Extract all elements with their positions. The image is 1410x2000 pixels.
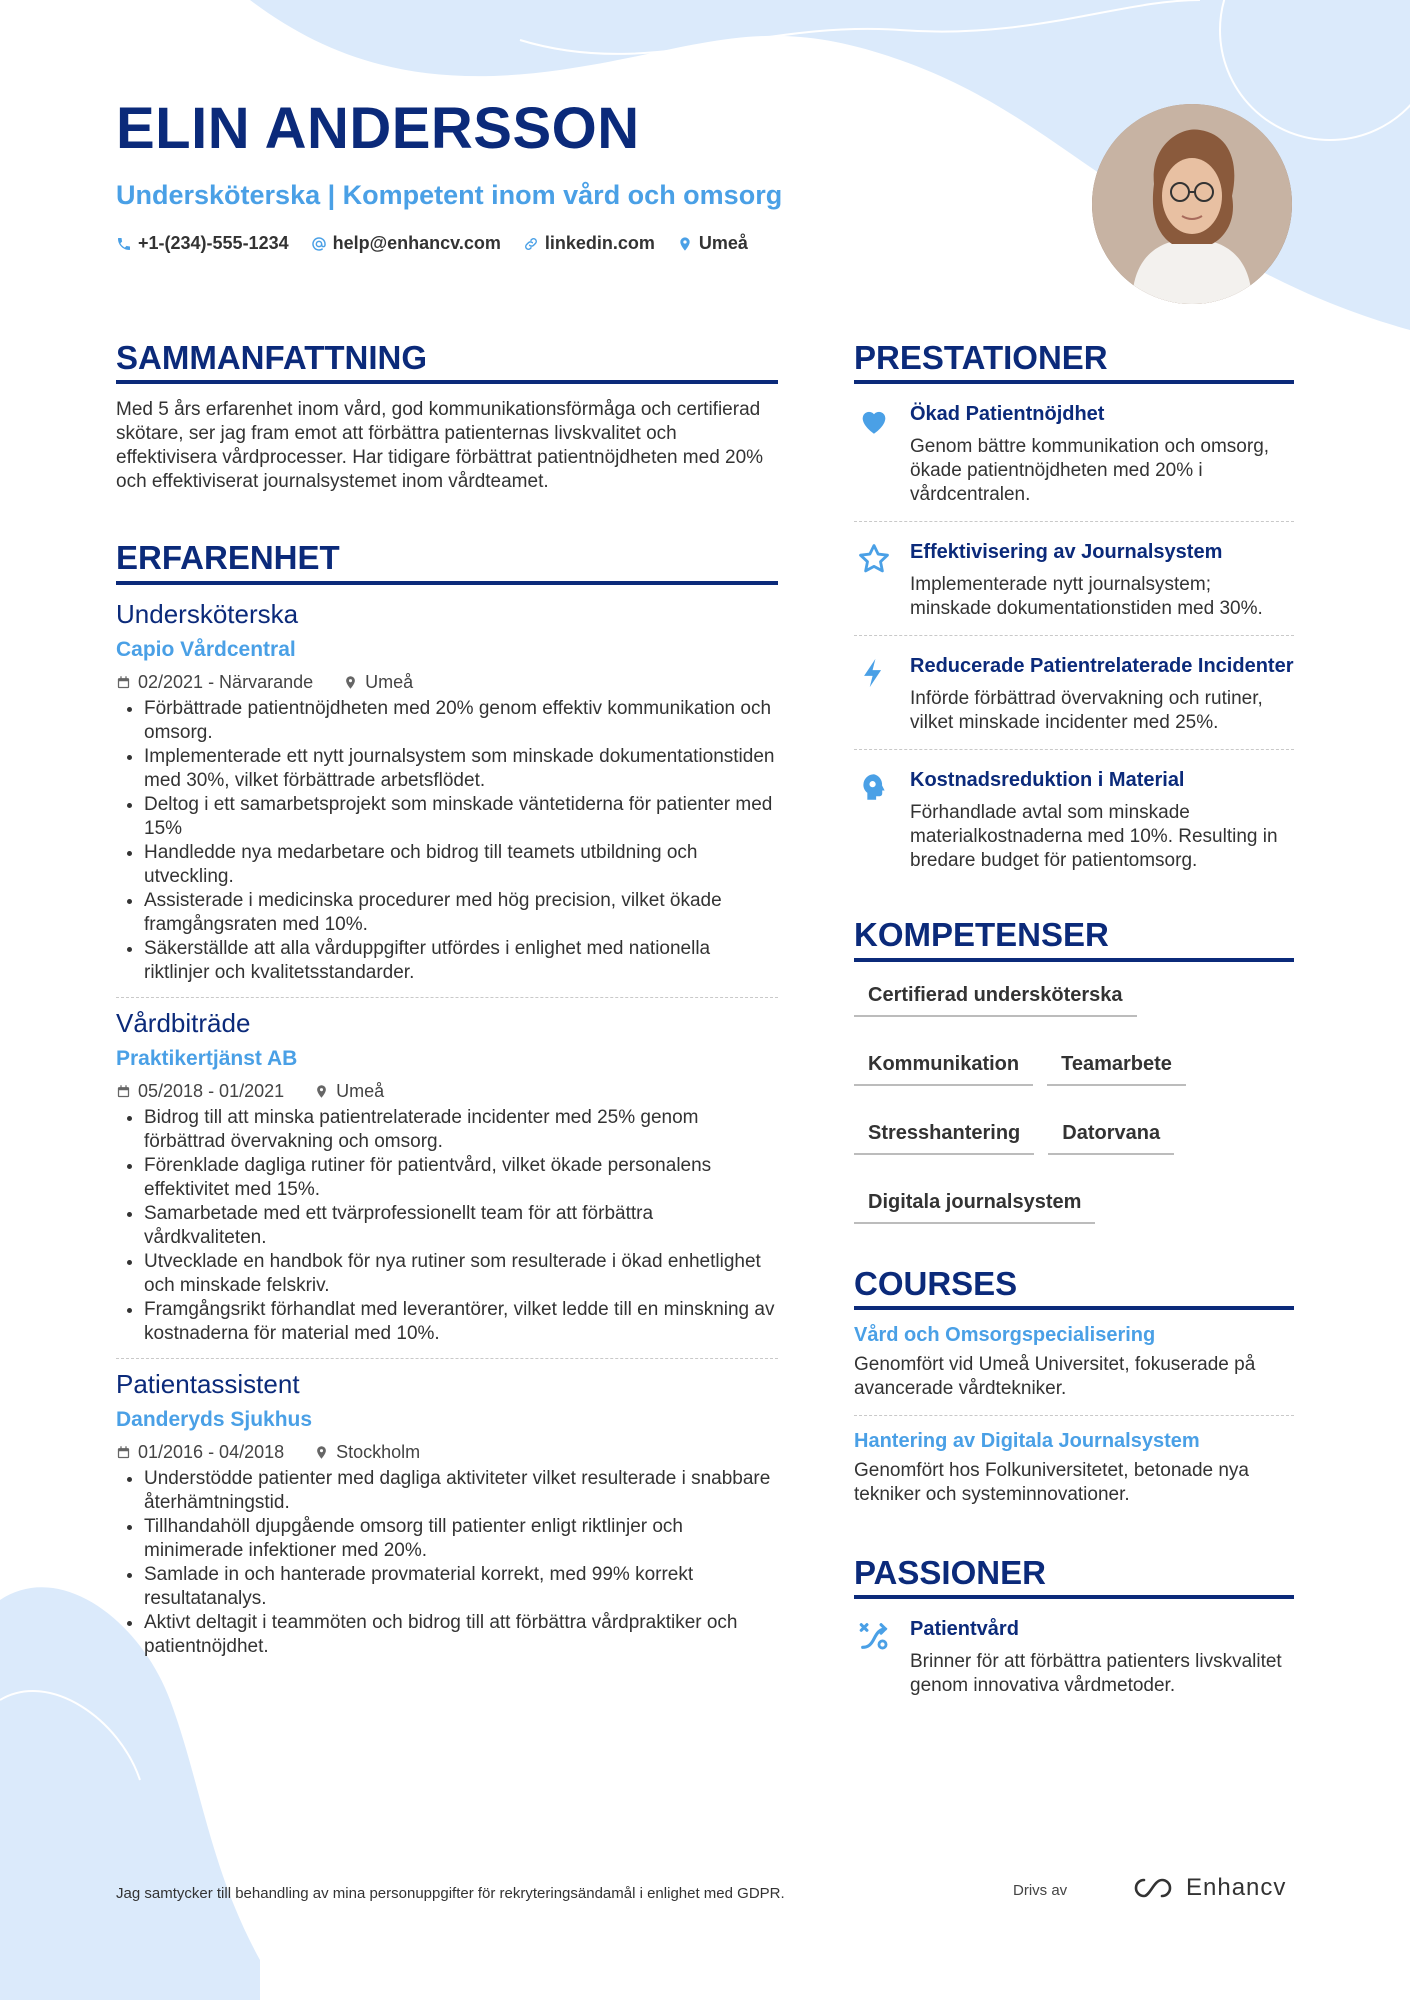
job-location	[314, 1081, 384, 1102]
powered-by-label: Drivs av	[1013, 1882, 1068, 1899]
heart-icon	[857, 404, 891, 438]
job-location	[343, 672, 413, 693]
location-pin-icon	[343, 675, 358, 690]
lightning-icon	[857, 656, 891, 690]
job-company: Danderyds Sjukhus	[116, 1407, 313, 1431]
resume-header	[116, 96, 1036, 254]
location-pin-icon	[677, 236, 693, 252]
job-company: Capio Vårdcentral	[116, 637, 296, 661]
achievement-item	[854, 540, 1294, 621]
job-bullets	[116, 1467, 778, 1659]
gdpr-consent: Jag samtycker till behandling av mina personuppgifter för rekryteringsändamål i enlighet med GDPR.	[116, 1885, 785, 1902]
phone-text: +1-(234)-555-1234	[138, 233, 289, 253]
passion-item	[854, 1617, 1294, 1698]
passions-heading: PASSIONER	[854, 1555, 1294, 1599]
summary-text: Med 5 års erfarenhet inom vård, god kommunikationsförmåga och certifierad skötare, ser jag fram emot att förbättra patienternas livskvalitet och effektivisera vårdprocesser. Har tidigare förbättrat patientnöjdheten med 20% och effektiviserat journalsystemet inom vårdteamet.	[116, 399, 764, 493]
divider	[116, 1358, 778, 1359]
bullet: • Utvecklade en handbok för nya rutiner som resulterade i ökad enhetlighet och minskade felskriv.	[144, 1250, 778, 1298]
course-title: Vård och Omsorgspecialisering	[854, 1323, 1156, 1346]
location-pin-icon	[314, 1084, 329, 1099]
experience-item	[116, 599, 778, 985]
bullet: • Assisterade i medicinska procedurer med hög precision, vilket ökade framgångsraten med 10%.	[144, 889, 778, 937]
job-dates-text: 05/2018 - 01/2021	[138, 1080, 285, 1101]
divider	[854, 521, 1294, 522]
bullet: • Förbättrade patientnöjdheten med 20% genom effektiv kommunikation och omsorg.	[144, 697, 778, 745]
job-meta	[116, 1081, 778, 1102]
summary-heading: SAMMANFATTNING	[116, 340, 778, 384]
job-role: Vårdbiträde	[116, 1007, 251, 1038]
bullet: • Understödde patienter med dagliga aktiviteter vilket resulterade i snabbare återhämtningstid.	[144, 1467, 778, 1515]
bullet: • Aktivt deltagit i teammöten och bidrog till att förbättra vårdpraktiker och patientnöjdhet.	[144, 1611, 778, 1659]
bullet: • Samarbetade med ett tvärprofessionellt team för att förbättra vårdkvaliteten.	[144, 1202, 778, 1250]
job-location	[314, 1442, 420, 1463]
calendar-icon	[116, 675, 131, 690]
achievement-desc: Genom bättre kommunikation och omsorg, ökade patientnöjdheten med 20% i vårdcentralen.	[910, 436, 1270, 506]
right-column	[854, 340, 1294, 1698]
job-dates	[116, 1442, 284, 1463]
candidate-name: ELIN ANDERSSON	[116, 96, 640, 161]
divider	[854, 749, 1294, 750]
bullet: • Implementerade ett nytt journalsystem som minskade dokumentationstiden med 30%, vilket förbättrade arbetsflödet.	[144, 745, 778, 793]
job-dates-text: 02/2021 - Närvarande	[138, 671, 314, 692]
job-location-text: Umeå	[336, 1080, 385, 1101]
contact-linkedin[interactable]	[523, 233, 655, 254]
skill-tag: Teamarbete	[1047, 1053, 1186, 1086]
contact-bar	[116, 233, 1036, 254]
contact-email[interactable]	[311, 233, 501, 254]
course-item	[854, 1324, 1294, 1401]
achievement-desc: Förhandlade avtal som minskade materialkostnaderna med 10%. Resulting in bredare budget för patientomsorg.	[910, 802, 1278, 872]
location-pin-icon	[314, 1445, 329, 1460]
divider	[854, 635, 1294, 636]
skills-list	[854, 984, 1294, 1224]
skill-tag: Stresshantering	[854, 1122, 1034, 1155]
job-location-text: Stockholm	[336, 1441, 421, 1462]
divider	[116, 997, 778, 998]
left-column	[116, 340, 778, 1659]
achievement-title: Kostnadsreduktion i Material	[910, 769, 1185, 792]
job-dates	[116, 672, 313, 693]
skill-tag: Datorvana	[1048, 1122, 1174, 1155]
courses-heading: COURSES	[854, 1266, 1294, 1310]
strategy-icon	[857, 1619, 891, 1653]
bullet: • Bidrog till att minska patientrelaterade incidenter med 25% genom förbättrad övervakning och omsorg.	[144, 1106, 778, 1154]
profile-photo	[1092, 104, 1292, 304]
achievements-heading: PRESTATIONER	[854, 340, 1294, 384]
email-text: help@enhancv.com	[332, 233, 501, 253]
enhancv-logo-text: Enhancv	[1186, 1874, 1287, 1901]
job-meta	[116, 672, 778, 693]
bullet: • Framgångsrikt förhandlat med leverantörer, vilket ledde till en minskning av kostnaderna för material med 10%.	[144, 1298, 778, 1346]
contact-location	[677, 233, 748, 254]
passion-title: Patientvård	[910, 1618, 1019, 1641]
avatar	[1092, 104, 1292, 304]
job-company: Praktikertjänst AB	[116, 1046, 298, 1070]
job-bullets	[116, 697, 778, 985]
skill-tag: Digitala journalsystem	[854, 1191, 1095, 1224]
contact-phone[interactable]	[116, 233, 289, 254]
bullet: • Säkerställde att alla vårduppgifter utfördes i enlighet med nationella riktlinjer och kvalitetsstandarder.	[144, 937, 778, 985]
skill-tag: Kommunikation	[854, 1053, 1033, 1086]
achievement-item	[854, 402, 1294, 507]
job-dates-text: 01/2016 - 04/2018	[138, 1441, 285, 1462]
course-title: Hantering av Digitala Journalsystem	[854, 1429, 1200, 1452]
star-icon	[857, 542, 891, 576]
headline: Undersköterska | Kompetent inom vård och omsorg	[116, 180, 783, 210]
course-desc: Genomfört hos Folkuniversitetet, betonade nya tekniker och systeminnovationer.	[854, 1459, 1250, 1505]
at-icon	[311, 236, 327, 252]
bullet: • Handledde nya medarbetare och bidrog till teamets utbildning och utveckling.	[144, 841, 778, 889]
achievement-title: Effektivisering av Journalsystem	[910, 541, 1223, 564]
course-item	[854, 1430, 1294, 1507]
achievement-title: Ökad Patientnöjdhet	[910, 403, 1105, 426]
linkedin-text: linkedin.com	[544, 233, 655, 253]
job-dates	[116, 1081, 284, 1102]
phone-icon	[116, 236, 132, 252]
calendar-icon	[116, 1084, 131, 1099]
location-text: Umeå	[698, 233, 748, 253]
bullet: • Samlade in och hanterade provmaterial korrekt, med 99% korrekt resultatanalys.	[144, 1563, 778, 1611]
job-role: Undersköterska	[116, 598, 299, 629]
divider	[854, 1415, 1294, 1416]
job-bullets	[116, 1106, 778, 1346]
experience-heading: ERFARENHET	[116, 540, 778, 584]
achievement-item	[854, 654, 1294, 735]
job-role: Patientassistent	[116, 1368, 300, 1399]
bullet: • Förenklade dagliga rutiner för patientvård, vilket ökade personalens effektivitet med 15%.	[144, 1154, 778, 1202]
bullet: • Tillhandahöll djupgående omsorg till patienter enligt riktlinjer och minimerade infektioner med 20%.	[144, 1515, 778, 1563]
achievement-desc: Införde förbättrad övervakning och rutiner, vilket minskade incidenter med 25%.	[910, 688, 1263, 734]
achievement-title: Reducerade Patientrelaterade Incidenter	[910, 655, 1294, 678]
calendar-icon	[116, 1445, 131, 1460]
achievement-item	[854, 768, 1294, 873]
job-meta	[116, 1442, 778, 1463]
enhancv-logo-icon	[1130, 1876, 1176, 1900]
enhancv-logo[interactable]	[1130, 1874, 1286, 1902]
experience-item	[116, 1008, 778, 1346]
skill-tag: Certifierad undersköterska	[854, 984, 1137, 1017]
skills-heading: KOMPETENSER	[854, 917, 1294, 961]
job-location-text: Umeå	[365, 671, 414, 692]
course-desc: Genomfört vid Umeå Universitet, fokuserade på avancerade vårdtekniker.	[854, 1353, 1256, 1399]
passion-desc: Brinner för att förbättra patienters livskvalitet genom innovativa vårdmetoder.	[910, 1651, 1282, 1697]
head-icon	[857, 770, 891, 804]
achievement-desc: Implementerade nytt journalsystem; minskade dokumentationstiden med 30%.	[910, 574, 1263, 620]
link-icon	[523, 236, 539, 252]
experience-item	[116, 1369, 778, 1659]
bullet: • Deltog i ett samarbetsprojekt som minskade väntetiderna för patienter med 15%	[144, 793, 778, 841]
